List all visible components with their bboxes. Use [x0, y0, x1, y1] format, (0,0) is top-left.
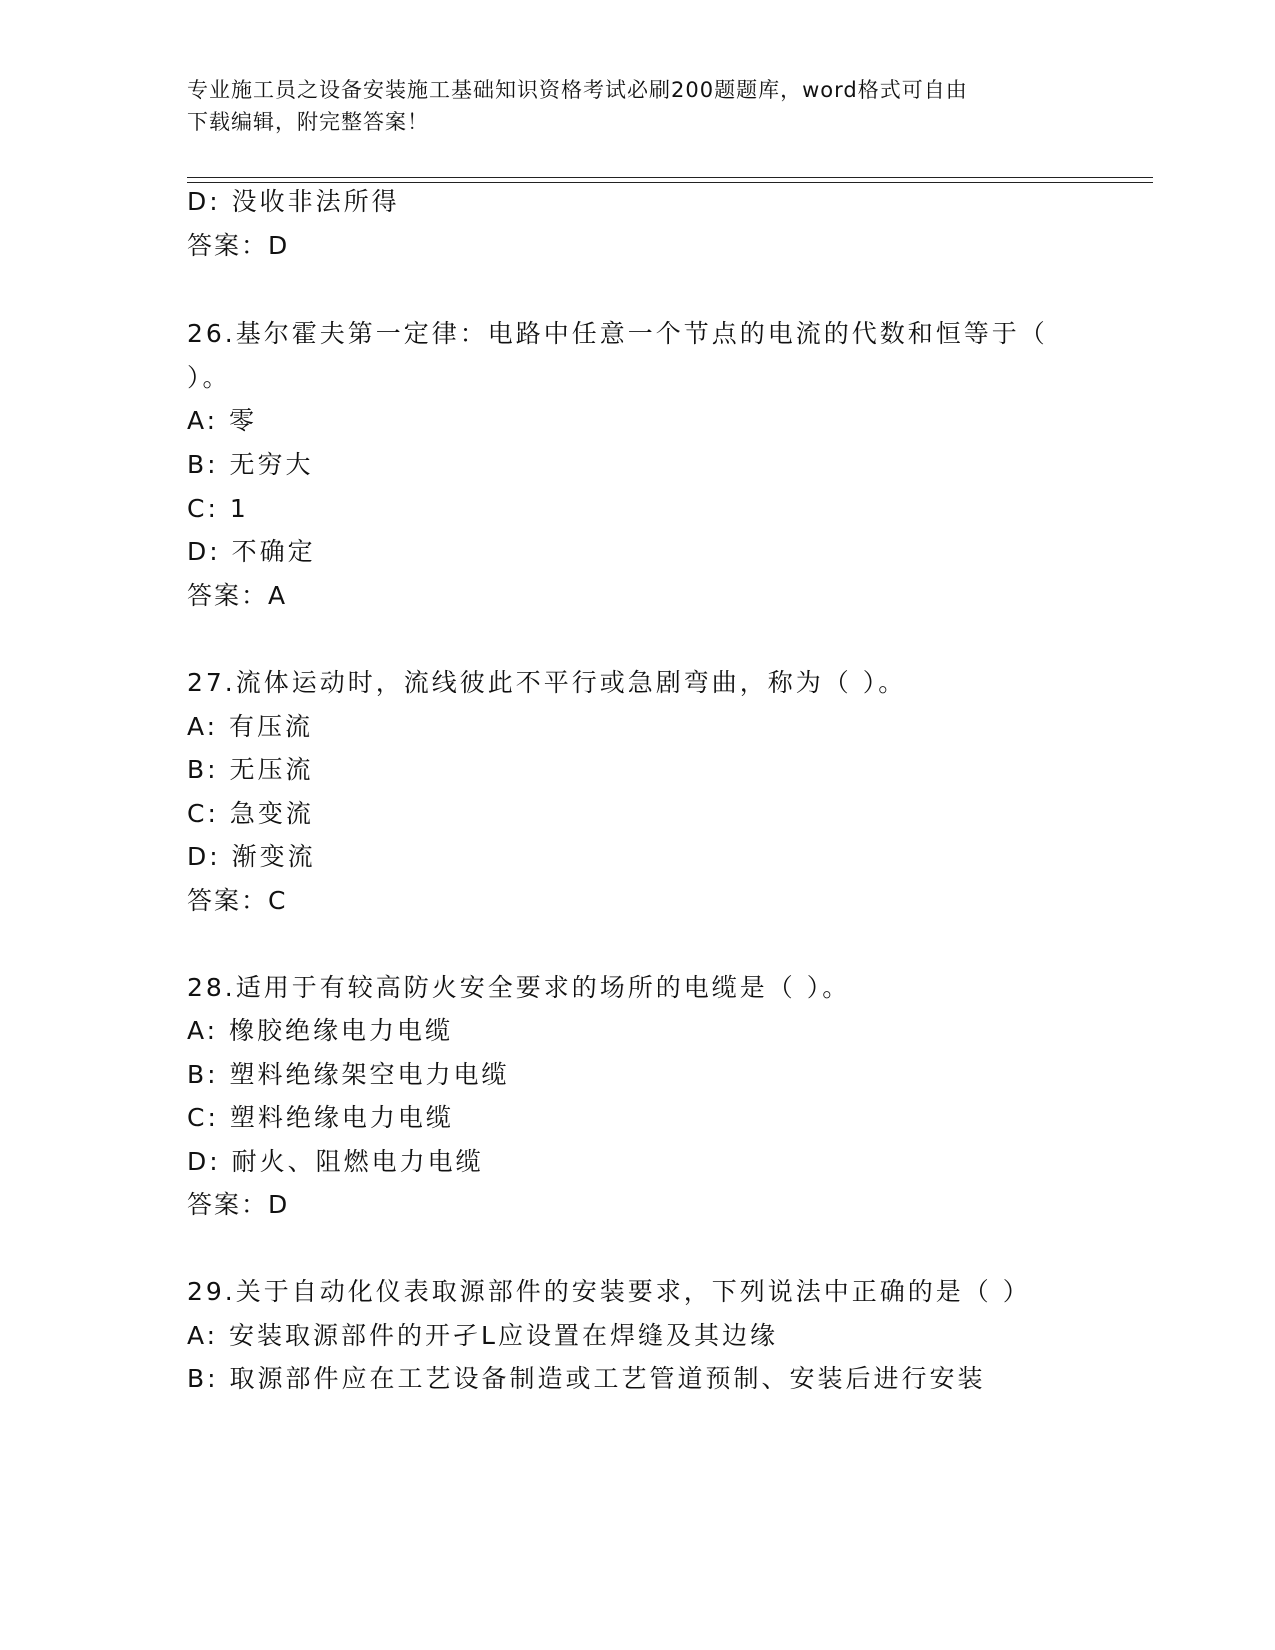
- question-26-option-b: B: 无穷大: [187, 450, 314, 479]
- question-28-option-c: C: 塑料绝缘电力电缆: [187, 1103, 454, 1132]
- question-28-answer: 答案：D: [187, 1190, 290, 1219]
- question-29-option-b: B: 取源部件应在工艺设备制造或工艺管道预制、安装后进行安装: [187, 1364, 986, 1393]
- question-28-option-b: B: 塑料绝缘架空电力电缆: [187, 1060, 510, 1089]
- question-27-option-a: A: 有压流: [187, 712, 314, 741]
- question-28-option-a: A: 橡胶绝缘电力电缆: [187, 1016, 454, 1045]
- header-title-line-2: 下载编辑，附完整答案！: [187, 110, 429, 134]
- prev-answer: 答案：D: [187, 231, 290, 260]
- header-rule-top: [187, 177, 1153, 178]
- question-26-option-c: C: 1: [187, 494, 249, 523]
- question-26-option-a: A: 零: [187, 406, 258, 435]
- header-title-line-1: 专业施工员之设备安装施工基础知识资格考试必刷200题题库，word格式可自由: [187, 78, 968, 102]
- question-29-stem-line-1: 29.关于自动化仪表取源部件的安装要求，下列说法中正确的是（ ）: [187, 1277, 1031, 1306]
- question-28-option-d: D: 耐火、阻燃电力电缆: [187, 1147, 484, 1176]
- question-27-answer: 答案：C: [187, 886, 288, 915]
- question-26-answer: 答案：A: [187, 581, 288, 610]
- prev-option-d: D: 没收非法所得: [187, 187, 400, 216]
- question-27-option-c: C: 急变流: [187, 799, 314, 828]
- question-27-option-d: D: 渐变流: [187, 842, 316, 871]
- question-27-option-b: B: 无压流: [187, 755, 314, 784]
- question-27-stem-line-1: 27.流体运动时，流线彼此不平行或急剧弯曲，称为（ ）。: [187, 668, 907, 697]
- question-26-stem-line-1: 26.基尔霍夫第一定律：电路中任意一个节点的电流的代数和恒等于（: [187, 319, 1048, 348]
- question-26-option-d: D: 不确定: [187, 537, 316, 566]
- header-rule-bottom: [187, 182, 1153, 183]
- question-28-stem-line-1: 28.适用于有较高防火安全要求的场所的电缆是（ ）。: [187, 973, 851, 1002]
- question-26-stem-line-2: ）。: [187, 363, 231, 392]
- question-29-option-a: A: 安装取源部件的开孑L应设置在焊缝及其边缘: [187, 1321, 778, 1350]
- document-header: [187, 74, 1067, 138]
